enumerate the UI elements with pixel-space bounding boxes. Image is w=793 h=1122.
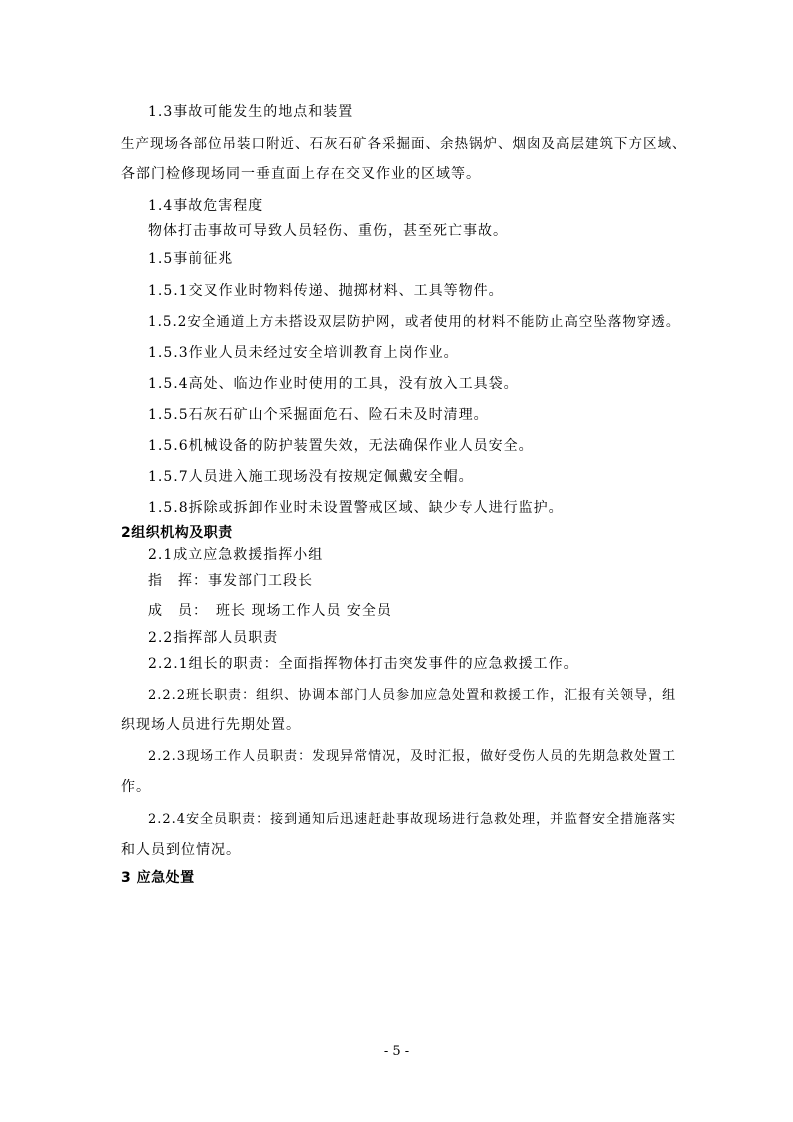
section-heading-3: 3 应急处置 <box>121 870 195 886</box>
list-item-1-5-2: 1.5.2安全通道上方未搭设双层防护网，或者使用的材料不能防止高空坠落物穿透。 <box>148 314 681 330</box>
list-item-2-2-3: 2.2.3现场工作人员职责：发现异常情况，及时汇报，做好受伤人员的先期急救处置工 <box>148 749 677 764</box>
heading-1-4: 1.4事故危害程度 <box>148 198 264 214</box>
paragraph-line: 各部门检修现场同一垂直面上存在交叉作业的区域等。 <box>121 166 481 182</box>
list-item-1-5-7: 1.5.7人员进入施工现场没有按规定佩戴安全帽。 <box>148 469 474 485</box>
list-item-1-5-6: 1.5.6机械设备的防护装置失效，无法确保作业人员安全。 <box>148 438 534 454</box>
members-line: 成 员： 班长 现场工作人员 安全员 <box>148 603 392 619</box>
list-item-2-2-4: 2.2.4安全员职责：接到通知后迅速赶赴事故现场进行急救处理，并监督安全措施落实 <box>148 812 677 827</box>
paragraph-line: 作。 <box>121 779 151 795</box>
list-item-1-5-5: 1.5.5石灰石矿山个采掘面危石、险石未及时清理。 <box>148 407 489 423</box>
list-item-2-2-1: 2.2.1组长的职责：全面指挥物体打击突发事件的应急救援工作。 <box>148 656 579 672</box>
heading-1-5: 1.5事前征兆 <box>148 251 234 267</box>
heading-2-2: 2.2指挥部人员职责 <box>148 630 279 646</box>
list-item-1-5-1: 1.5.1交叉作业时物料传递、抛掷材料、工具等物件。 <box>148 283 504 299</box>
list-item-1-5-8: 1.5.8拆除或拆卸作业时未设置警戒区域、缺少专人进行监护。 <box>148 500 564 516</box>
paragraph-line: 织现场人员进行先期处置。 <box>121 717 301 733</box>
paragraph-line: 和人员到位情况。 <box>121 842 241 858</box>
paragraph-line: 生产现场各部位吊装口附近、石灰石矿各采掘面、余热锅炉、烟囱及高层建筑下方区域、 <box>121 136 687 152</box>
heading-1-3: 1.3事故可能发生的地点和装置 <box>148 104 354 120</box>
list-item-1-5-3: 1.5.3作业人员未经过安全培训教育上岗作业。 <box>148 345 459 361</box>
list-item-1-5-4: 1.5.4高处、临边作业时使用的工具，没有放入工具袋。 <box>148 376 519 392</box>
paragraph-line: 物体打击事故可导致人员轻伤、重伤，甚至死亡事故。 <box>148 223 508 239</box>
list-item-2-2-2: 2.2.2班长职责：组织、协调本部门人员参加应急处置和救援工作，汇报有关领导，组 <box>148 688 677 703</box>
commander-line: 指 挥：事发部门工段长 <box>148 573 313 589</box>
page-number: - 5 - <box>383 1044 410 1059</box>
heading-2-1: 2.1成立应急救援指挥小组 <box>148 547 324 563</box>
section-heading-2: 2组织机构及职责 <box>121 525 233 541</box>
